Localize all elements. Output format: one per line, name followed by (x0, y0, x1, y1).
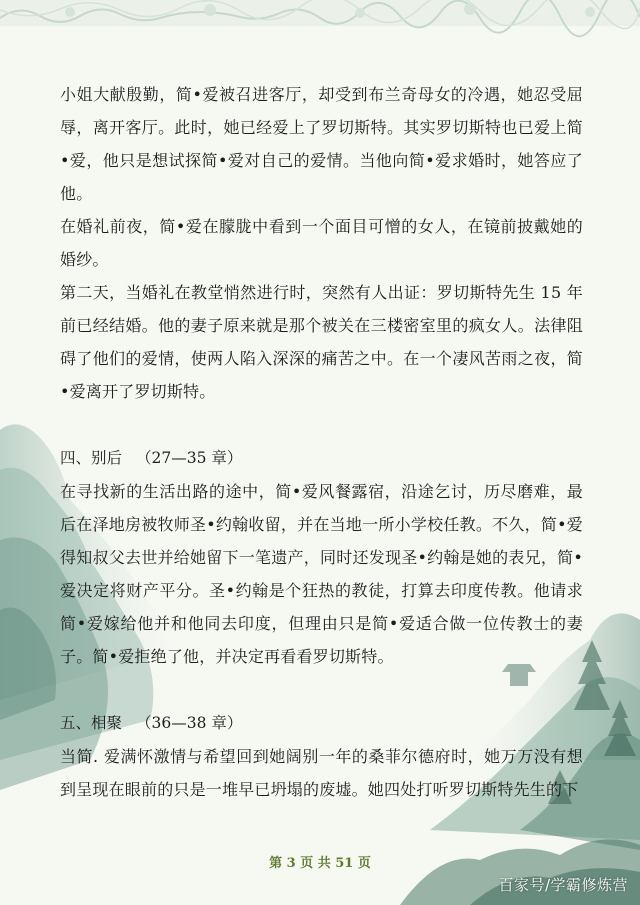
source-watermark: 百家号/学霸修炼营 (498, 876, 628, 894)
section-4-title: 四、别后 (60, 449, 123, 467)
top-ornament (0, 0, 640, 36)
paragraph-1: 小姐大献殷勤，简•爱被召进客厅，却受到布兰奇母女的冷遇，她忍受屈辱，离开客厅。此时，她已经爱上了罗切斯特。其实罗切斯特也已爱上简•爱，他只是想试探简•爱对自己的爱情。当他向简•爱求婚时，她答应了他。 (60, 85, 583, 203)
paragraph-3: 第二天，当婚礼在教堂悄然进行时，突然有人出证：罗切斯特先生 15 年前已经结婚。他的妻子原来就是那个被关在三楼密室里的疯女人。法律阻碍了他们的爱情，使两人陷入深深的痛苦之中。在一个凄风苦雨之夜，简•爱离开了罗切斯特。 (60, 283, 583, 401)
section-4-paragraph: 在寻找新的生活出路的途中，简•爱风餐露宿，沿途乞讨，历尽磨难，最后在泽地房被牧师圣•约翰收留，并在当地一所小学校任教。不久，简•爱得知叔父去世并给她留下一笔遗产，同时还发现圣•约翰是她的表兄，简•爱决定将财产平分。圣•约翰是个狂热的教徒，打算去印度传教。他请求简•爱嫁给他并和他同去印度，但理由只是简•爱适合做一位传教士的妻子。简•爱拒绝了他，并决定再看看罗切斯特。 (60, 482, 583, 666)
section-5-title: 五、相聚 (60, 714, 123, 732)
section-5-chapters: （36—38 章） (136, 714, 243, 732)
paragraph-2: 在婚礼前夜，简•爱在朦胧中看到一个面目可憎的女人，在镜前披戴她的婚纱。 (60, 217, 583, 269)
page-number-footer: 第 3 页 共 51 页 (269, 856, 371, 871)
section-4-chapters: （27—35 章） (136, 449, 243, 467)
section-5-heading (60, 707, 583, 740)
section-4-heading (60, 442, 583, 475)
document-body (60, 78, 583, 806)
section-5-paragraph: 当简. 爱满怀激情与希望回到她阔别一年的桑菲尔德府时，她万万没有想到呈现在眼前的只是一堆早已坍塌的废墟。她四处打听罗切斯特先生的下 (60, 747, 583, 799)
